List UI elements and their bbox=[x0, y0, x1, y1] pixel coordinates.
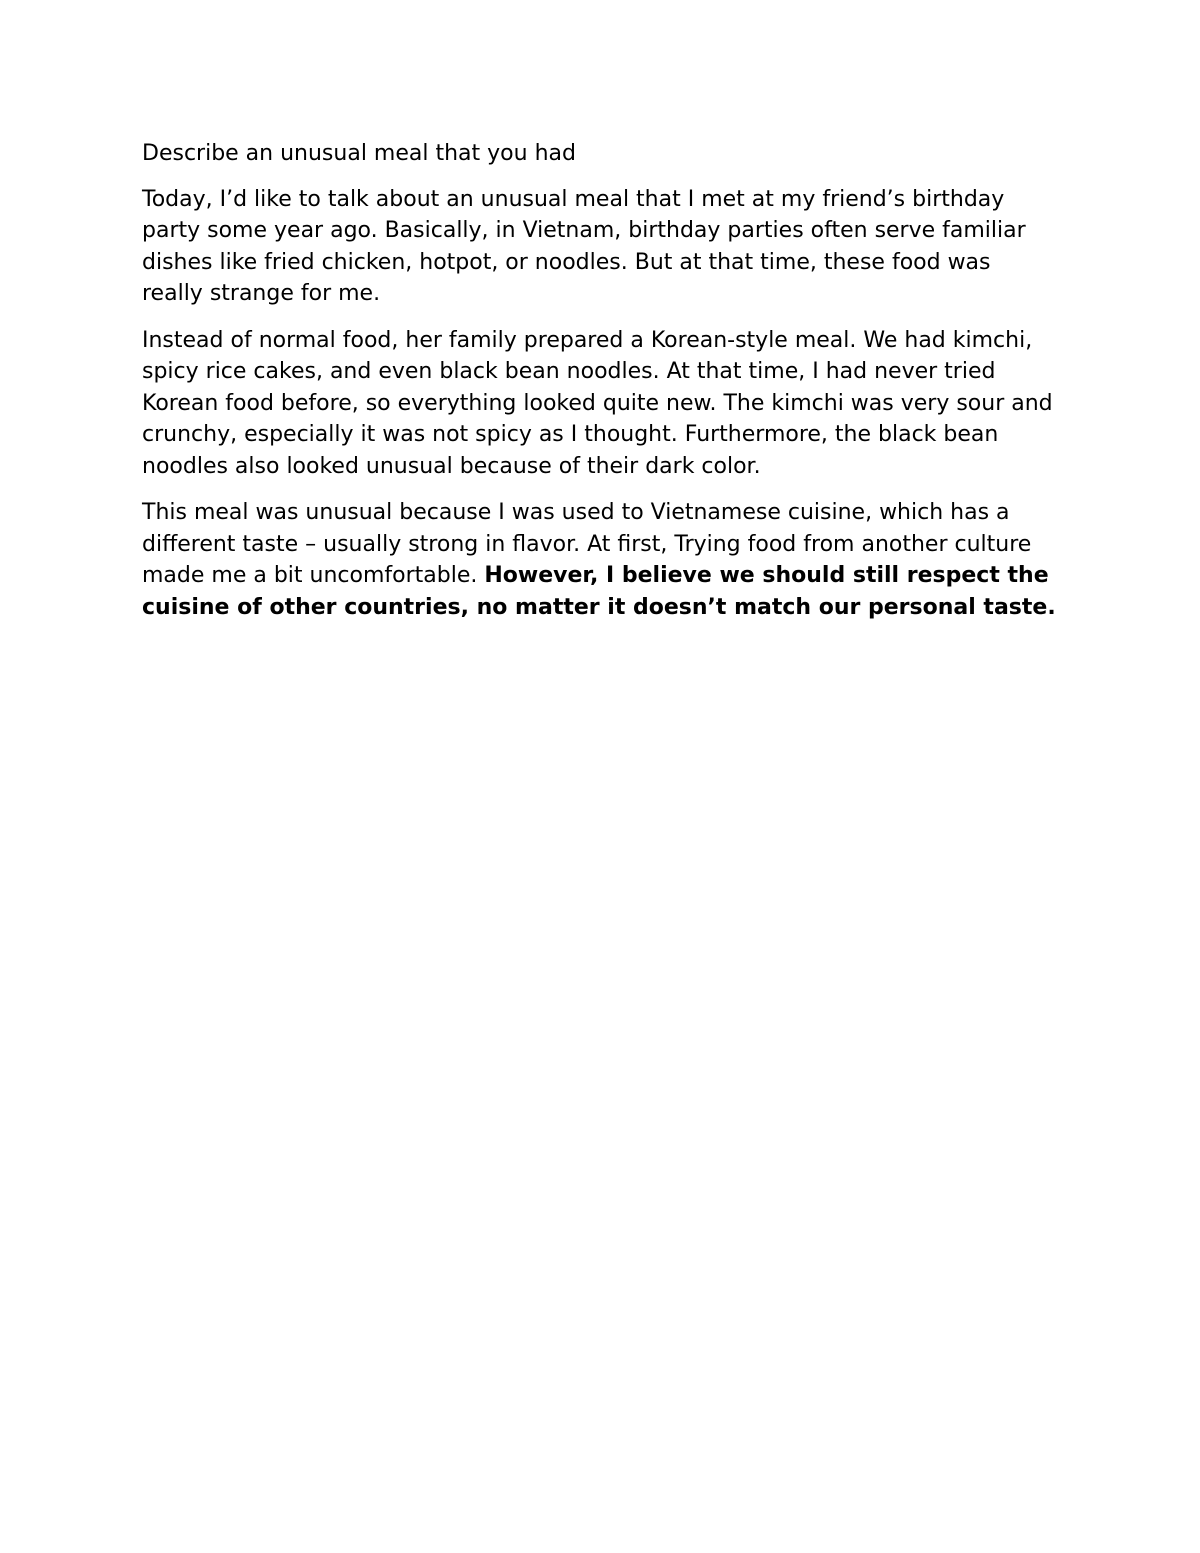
document-body bbox=[142, 138, 1057, 638]
paragraph-3-bold-text: However, I believe we should still respect the cuisine of other countries, no matter it doesn’t match our personal taste. bbox=[142, 563, 1056, 620]
paragraph-3-text: This meal was unusual because I was used to Vietnamese cuisine, which has a different taste – usually strong in flavor. At first, Trying food from another culture made me a bit uncomfortable. bbox=[142, 500, 1032, 588]
paragraph-1: Today, I’d like to talk about an unusual meal that I met at my friend’s birthday party some year ago. Basically, in Vietnam, birthday parties often serve familiar dishes like fried chicken, hotpot, or noodles. But at that time, these food was really strange for me. bbox=[142, 186, 1026, 306]
paragraph-3 bbox=[142, 497, 1057, 623]
paragraph-2: Instead of normal food, her family prepared a Korean-style meal. We had kimchi, spicy rice cakes, and even black bean noodles. At that time, I had never tried Korean food before, so everything looked quite new. The kimchi was very sour and crunchy, especially it was not spicy as I thought. Furthermore, the black bean noodles also looked unusual because of their dark color. bbox=[142, 327, 1053, 479]
document-title: Describe an unusual meal that you had bbox=[142, 141, 576, 166]
